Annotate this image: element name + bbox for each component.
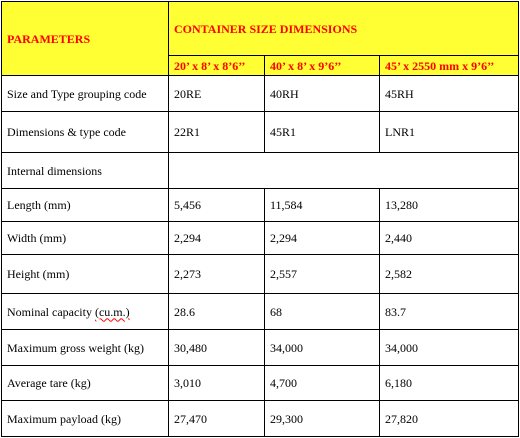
cell-tare-45ft: 6,180 xyxy=(380,366,519,401)
row-label-nominal-capacity xyxy=(2,294,169,330)
table-row xyxy=(2,294,519,330)
cell-length-20ft: 5,456 xyxy=(169,189,265,222)
cell-capacity-45ft: 83.7 xyxy=(380,294,519,330)
cell-length-40ft: 11,584 xyxy=(265,189,380,222)
cell-height-40ft: 2,557 xyxy=(265,255,380,294)
table-row xyxy=(2,222,519,255)
cell-gross-weight-20ft: 30,480 xyxy=(169,330,265,366)
capacity-label-text: Nominal capacity xyxy=(7,304,95,319)
row-label-gross-weight: Maximum gross weight (kg) xyxy=(2,330,169,366)
row-label-type-code: Dimensions & type code xyxy=(2,112,169,153)
cell-type-code-20ft: 22R1 xyxy=(169,112,265,153)
cell-width-20ft: 2,294 xyxy=(169,222,265,255)
capacity-unit-text: (cu.m.) xyxy=(94,304,130,319)
cell-payload-40ft: 29,300 xyxy=(265,401,380,437)
table-row xyxy=(2,366,519,401)
cell-payload-45ft: 27,820 xyxy=(380,401,519,437)
column-header-45ft: 45’ x 2550 mm x 9’6’’ xyxy=(380,56,519,76)
container-dimensions-table xyxy=(1,1,519,437)
column-header-20ft: 20’ x 8’ x 8’6’’ xyxy=(169,56,265,76)
cell-grouping-code-20ft: 20RE xyxy=(169,76,265,112)
cell-width-45ft: 2,440 xyxy=(380,222,519,255)
table-row xyxy=(2,330,519,366)
cell-height-20ft: 2,273 xyxy=(169,255,265,294)
cell-payload-20ft: 27,470 xyxy=(169,401,265,437)
row-label-height: Height (mm) xyxy=(2,255,169,294)
table-row xyxy=(2,76,519,112)
row-label-width: Width (mm) xyxy=(2,222,169,255)
cell-gross-weight-45ft: 34,000 xyxy=(380,330,519,366)
cell-grouping-code-40ft: 40RH xyxy=(265,76,380,112)
cell-tare-40ft: 4,700 xyxy=(265,366,380,401)
cell-gross-weight-40ft: 34,000 xyxy=(265,330,380,366)
cell-type-code-40ft: 45R1 xyxy=(265,112,380,153)
column-header-40ft: 40’ x 8’ x 9’6’’ xyxy=(265,56,380,76)
cell-type-code-45ft: LNR1 xyxy=(380,112,519,153)
table-row xyxy=(2,189,519,222)
cell-height-45ft: 2,582 xyxy=(380,255,519,294)
table-row xyxy=(2,153,519,189)
cell-capacity-20ft: 28.6 xyxy=(169,294,265,330)
row-label-average-tare: Average tare (kg) xyxy=(2,366,169,401)
row-label-internal-dimensions: Internal dimensions xyxy=(2,153,169,189)
parameters-header: PARAMETERS xyxy=(2,2,169,76)
table-row xyxy=(2,112,519,153)
table-title: CONTAINER SIZE DIMENSIONS xyxy=(169,2,519,56)
row-label-grouping-code: Size and Type grouping code xyxy=(2,76,169,112)
row-label-max-payload: Maximum payload (kg) xyxy=(2,401,169,437)
row-label-length: Length (mm) xyxy=(2,189,169,222)
internal-dimensions-blank xyxy=(169,153,519,189)
cell-grouping-code-45ft: 45RH xyxy=(380,76,519,112)
table-row xyxy=(2,401,519,437)
cell-capacity-40ft: 68 xyxy=(265,294,380,330)
cell-width-40ft: 2,294 xyxy=(265,222,380,255)
header-row xyxy=(2,2,519,56)
table-row xyxy=(2,255,519,294)
cell-length-45ft: 13,280 xyxy=(380,189,519,222)
cell-tare-20ft: 3,010 xyxy=(169,366,265,401)
